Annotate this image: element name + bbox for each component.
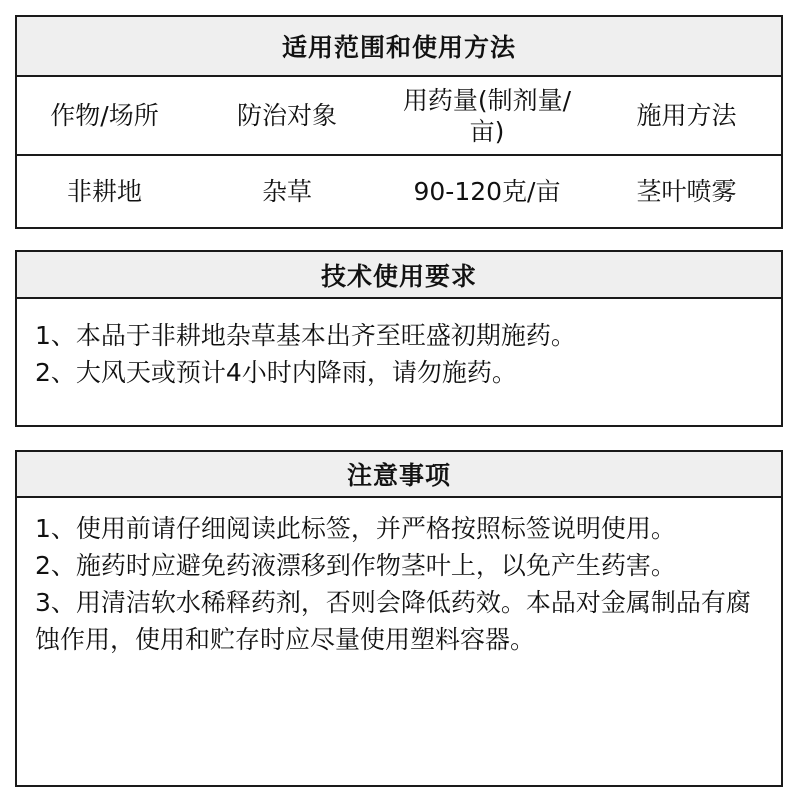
tech-requirements-list (17, 299, 781, 391)
table-header-row (17, 77, 781, 156)
usage-title: 适用范围和使用方法 (17, 17, 781, 77)
cell-dosage: 90-120克/亩 (413, 177, 561, 206)
tech-requirements-title: 技术使用要求 (17, 252, 781, 299)
cell-method: 茎叶喷雾 (636, 177, 737, 206)
header-dosage: 用药量(制剂量/亩) (402, 85, 572, 146)
precautions-list (17, 498, 781, 658)
list-item: 3、用清洁软水稀释药剂，否则会降低药效。本品对金属制品有腐蚀作用，使用和贮存时应尽量使用塑料容器。 (35, 588, 751, 654)
precautions-box (15, 450, 783, 787)
list-item: 1、本品于非耕地杂草基本出齐至旺盛初期施药。 (35, 321, 576, 350)
list-item: 2、施药时应避免药液漂移到作物茎叶上，以免产生药害。 (35, 551, 676, 580)
header-method: 施用方法 (636, 101, 737, 130)
list-item: 2、大风天或预计4小时内降雨，请勿施药。 (35, 358, 517, 387)
header-crop-site: 作物/场所 (50, 101, 159, 130)
usage-table (15, 15, 783, 229)
header-target: 防治对象 (236, 101, 337, 130)
tech-requirements-box (15, 250, 783, 427)
cell-crop-site: 非耕地 (66, 177, 142, 206)
list-item: 1、使用前请仔细阅读此标签，并严格按照标签说明使用。 (35, 514, 676, 543)
table-row (17, 156, 781, 227)
precautions-title: 注意事项 (17, 452, 781, 498)
cell-target: 杂草 (261, 177, 312, 206)
